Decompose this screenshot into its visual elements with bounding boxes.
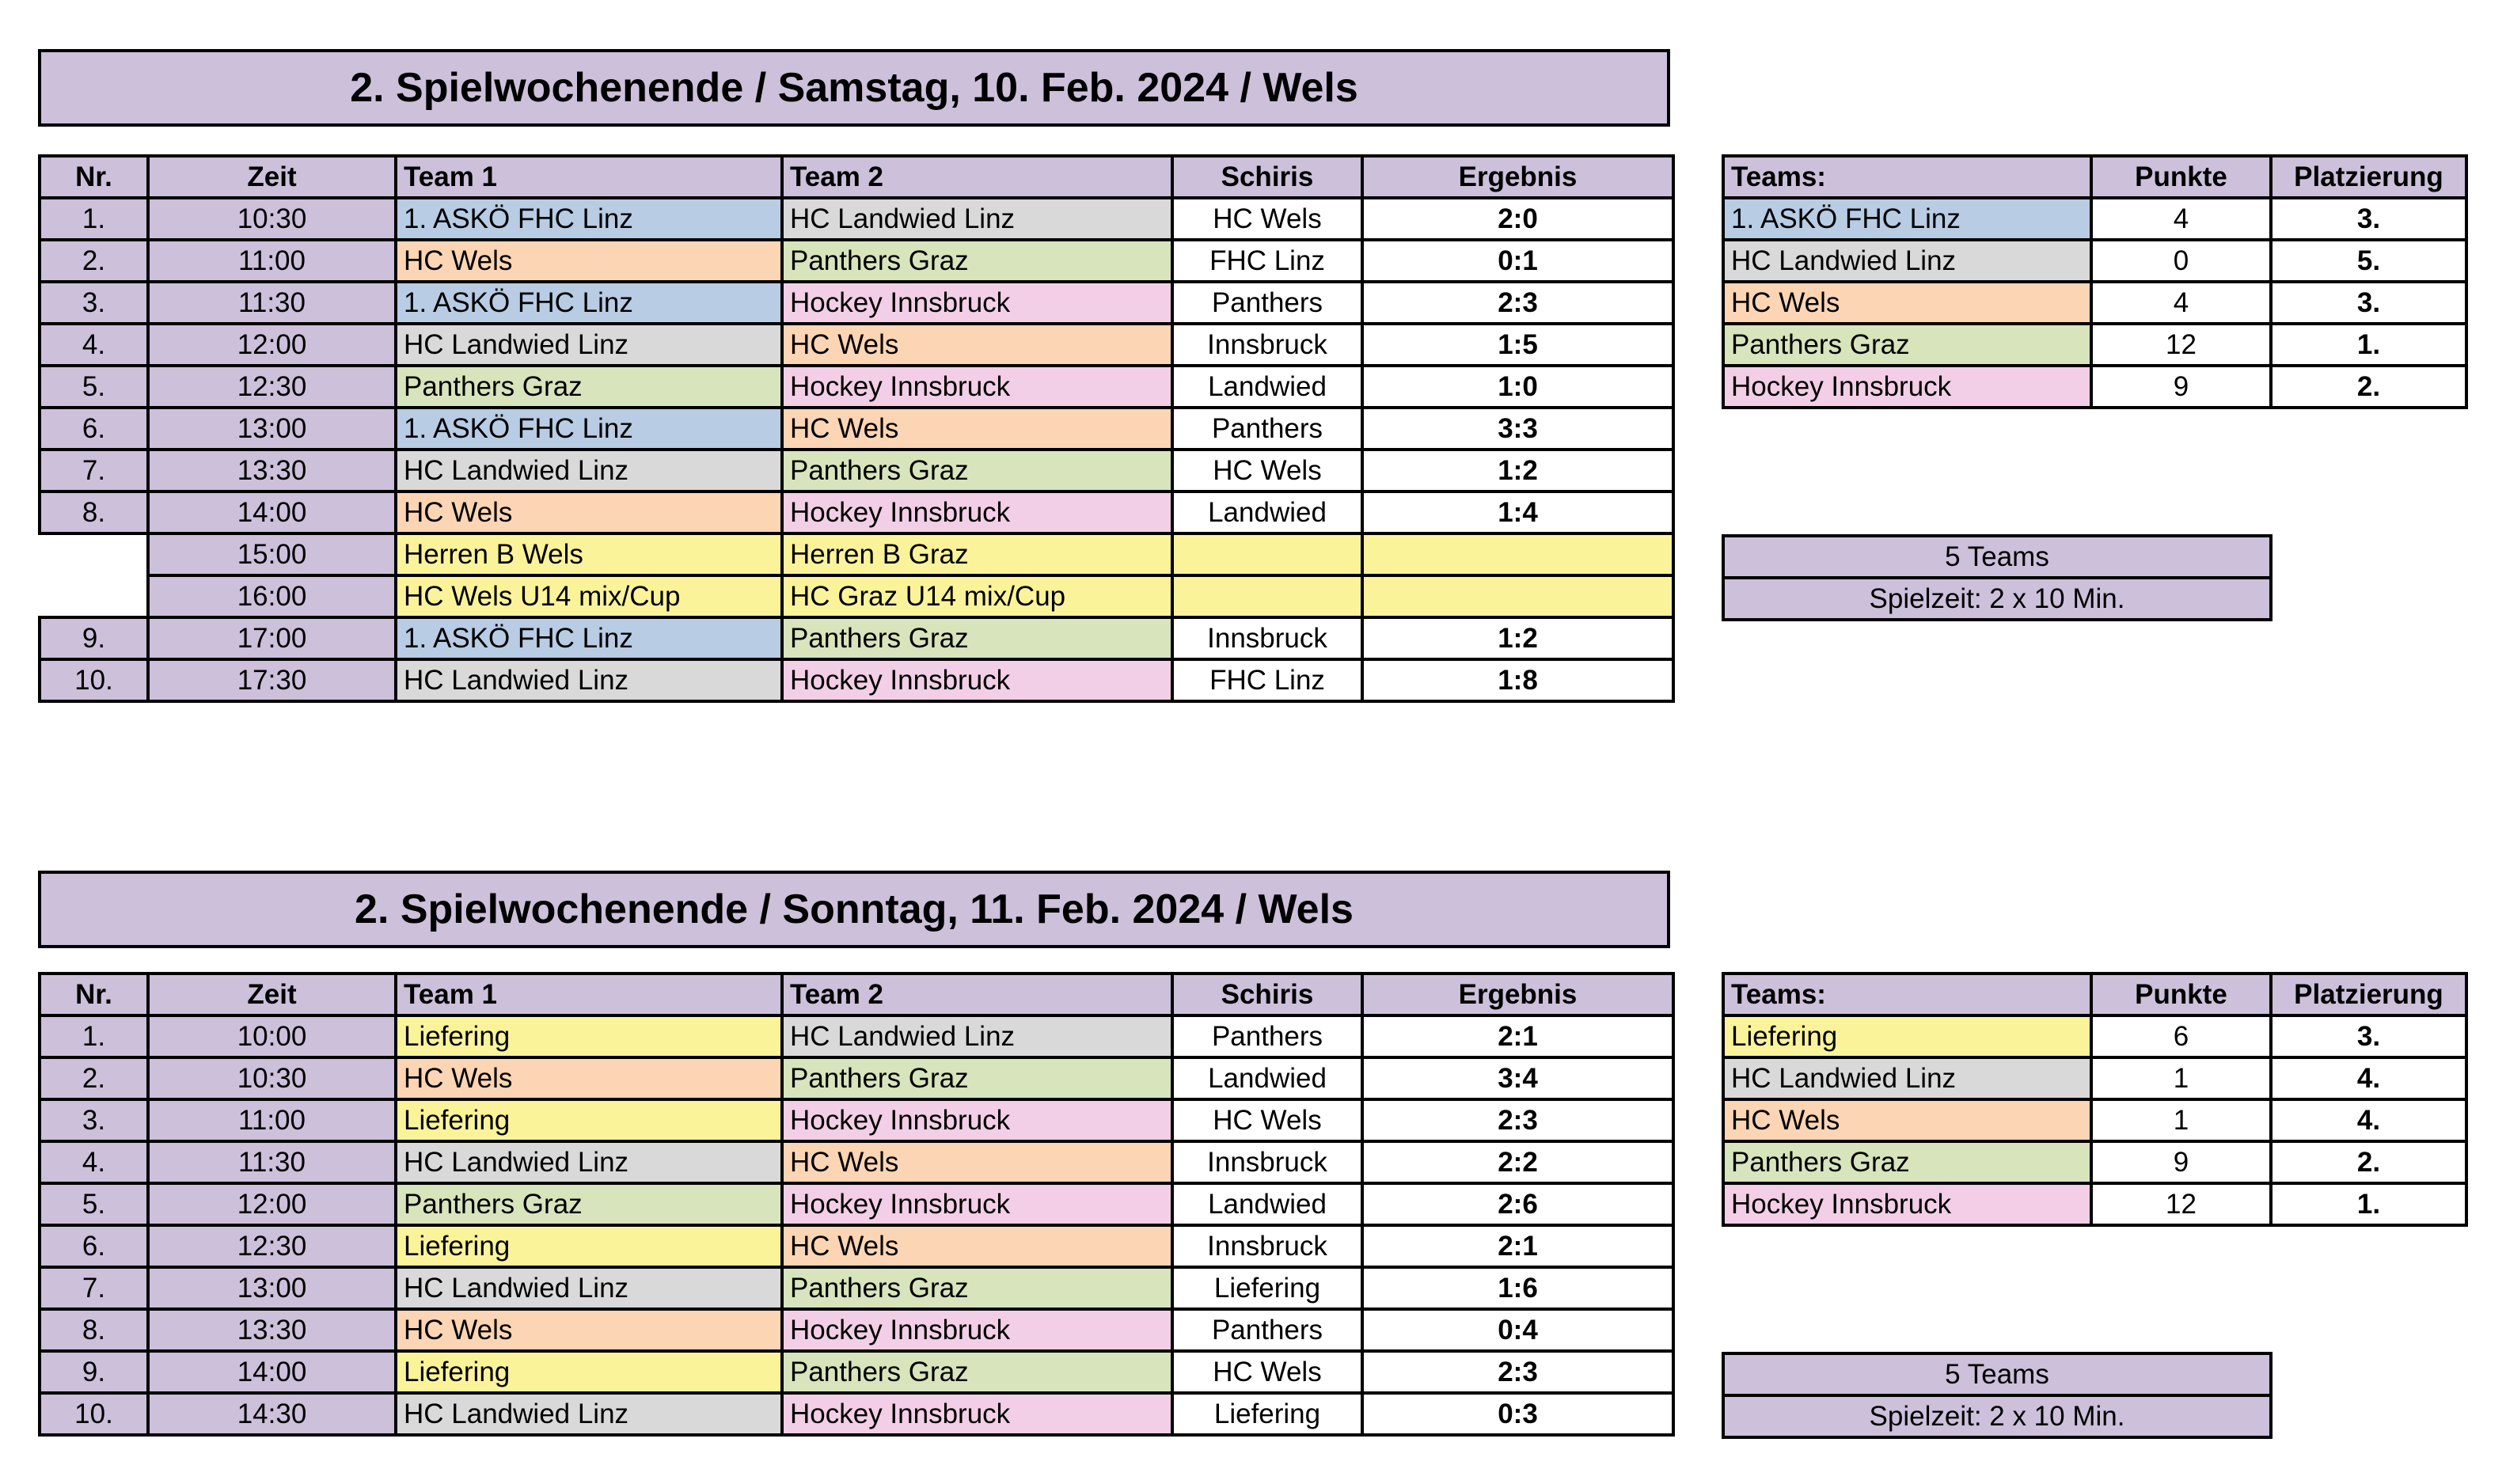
match-nr: 2. xyxy=(40,1057,148,1099)
match-nr: 9. xyxy=(40,1351,148,1393)
match-team1: Panthers Graz xyxy=(396,1183,782,1225)
standings-row xyxy=(1723,240,2466,282)
match-time: 14:00 xyxy=(148,1351,396,1393)
match-team1: HC Wels xyxy=(396,492,782,533)
match-team1: HC Landwied Linz xyxy=(396,324,782,366)
match-referees: HC Wels xyxy=(1172,450,1362,492)
match-result: 2:2 xyxy=(1362,1141,1673,1183)
match-referees: Innsbruck xyxy=(1172,1141,1362,1183)
match-team2: Panthers Graz xyxy=(782,1267,1172,1309)
match-team1: HC Landwied Linz xyxy=(396,450,782,492)
match-time: 11:30 xyxy=(148,1141,396,1183)
match-time: 12:30 xyxy=(148,1225,396,1267)
header-team1: Team 1 xyxy=(396,974,782,1015)
match-team2: Hockey Innsbruck xyxy=(782,282,1172,324)
match-team2: HC Landwied Linz xyxy=(782,198,1172,240)
standings-row xyxy=(1723,366,2466,408)
match-referees: Panthers xyxy=(1172,1015,1362,1057)
match-result xyxy=(1362,533,1673,575)
standings-team: HC Wels xyxy=(1723,1099,2091,1141)
match-team2: Hockey Innsbruck xyxy=(782,659,1172,701)
standings-rank: 2. xyxy=(2271,1141,2466,1183)
match-row xyxy=(40,1267,1673,1309)
match-team1: HC Landwied Linz xyxy=(396,1267,782,1309)
match-nr: 10. xyxy=(40,1393,148,1435)
match-row xyxy=(40,1057,1673,1099)
match-team1: 1. ASKÖ FHC Linz xyxy=(396,408,782,450)
match-time: 13:00 xyxy=(148,1267,396,1309)
standings-rank: 5. xyxy=(2271,240,2466,282)
match-nr: 7. xyxy=(40,1267,148,1309)
match-row xyxy=(40,492,1673,533)
match-team2: Panthers Graz xyxy=(782,617,1172,659)
match-team1: Liefering xyxy=(396,1099,782,1141)
match-team2: Hockey Innsbruck xyxy=(782,1309,1172,1351)
header-punkte: Punkte xyxy=(2091,156,2271,198)
match-row xyxy=(40,575,1673,617)
match-team2: HC Wels xyxy=(782,1141,1172,1183)
match-team2: Herren B Graz xyxy=(782,533,1172,575)
match-row xyxy=(40,1351,1673,1393)
match-referees: Innsbruck xyxy=(1172,324,1362,366)
standings-rank: 4. xyxy=(2271,1099,2466,1141)
match-result: 0:1 xyxy=(1362,240,1673,282)
match-row xyxy=(40,1015,1673,1057)
match-time: 10:30 xyxy=(148,1057,396,1099)
schedule-header-row xyxy=(40,156,1673,198)
match-referees: Liefering xyxy=(1172,1393,1362,1435)
match-time: 12:30 xyxy=(148,366,396,408)
header-ergebnis: Ergebnis xyxy=(1362,974,1673,1015)
standings-rank: 3. xyxy=(2271,198,2466,240)
standings-points: 9 xyxy=(2091,1141,2271,1183)
match-referees: Landwied xyxy=(1172,366,1362,408)
match-row xyxy=(40,324,1673,366)
match-result: 2:3 xyxy=(1362,1351,1673,1393)
match-team2: HC Wels xyxy=(782,408,1172,450)
match-team2: Hockey Innsbruck xyxy=(782,1393,1172,1435)
header-punkte: Punkte xyxy=(2091,974,2271,1015)
header-nr: Nr. xyxy=(40,156,148,198)
match-time: 15:00 xyxy=(148,533,396,575)
match-result: 2:1 xyxy=(1362,1225,1673,1267)
match-referees: FHC Linz xyxy=(1172,659,1362,701)
match-result: 1:2 xyxy=(1362,450,1673,492)
saturday-info-box xyxy=(1722,534,2272,621)
standings-row xyxy=(1723,282,2466,324)
sunday-title: 2. Spielwochenende / Sonntag, 11. Feb. 2024 / Wels xyxy=(38,871,1670,948)
match-referees: HC Wels xyxy=(1172,198,1362,240)
match-referees: HC Wels xyxy=(1172,1099,1362,1141)
match-team1: HC Landwied Linz xyxy=(396,659,782,701)
header-nr: Nr. xyxy=(40,974,148,1015)
sunday-standings-body xyxy=(1723,1015,2466,1225)
match-time: 10:00 xyxy=(148,1015,396,1057)
header-schiris: Schiris xyxy=(1172,974,1362,1015)
schedule-header-row xyxy=(40,974,1673,1015)
match-time: 13:00 xyxy=(148,408,396,450)
match-row xyxy=(40,1099,1673,1141)
match-row xyxy=(40,1309,1673,1351)
match-result: 1:5 xyxy=(1362,324,1673,366)
match-time: 14:30 xyxy=(148,1393,396,1435)
match-time: 13:30 xyxy=(148,450,396,492)
match-team1: HC Wels U14 mix/Cup xyxy=(396,575,782,617)
standings-rank: 4. xyxy=(2271,1057,2466,1099)
standings-team: Hockey Innsbruck xyxy=(1723,1183,2091,1225)
match-team2: Hockey Innsbruck xyxy=(782,492,1172,533)
match-nr: 5. xyxy=(40,1183,148,1225)
match-time: 16:00 xyxy=(148,575,396,617)
header-schiris: Schiris xyxy=(1172,156,1362,198)
sunday-info-box xyxy=(1722,1352,2272,1439)
match-nr: 8. xyxy=(40,492,148,533)
match-team1: 1. ASKÖ FHC Linz xyxy=(396,198,782,240)
match-result: 2:3 xyxy=(1362,1099,1673,1141)
header-ergebnis: Ergebnis xyxy=(1362,156,1673,198)
saturday-standings-table xyxy=(1722,154,2468,409)
match-team1: Panthers Graz xyxy=(396,366,782,408)
header-team2: Team 2 xyxy=(782,974,1172,1015)
match-nr-empty xyxy=(40,575,148,617)
saturday-title: 2. Spielwochenende / Samstag, 10. Feb. 2024 / Wels xyxy=(38,49,1670,127)
match-team1: HC Wels xyxy=(396,1057,782,1099)
match-result xyxy=(1362,575,1673,617)
match-result: 2:6 xyxy=(1362,1183,1673,1225)
standings-points: 12 xyxy=(2091,324,2271,366)
match-nr: 5. xyxy=(40,366,148,408)
match-team2: Panthers Graz xyxy=(782,240,1172,282)
saturday-schedule-table xyxy=(38,154,1675,703)
standings-header-row xyxy=(1723,156,2466,198)
standings-points: 4 xyxy=(2091,282,2271,324)
header-team1: Team 1 xyxy=(396,156,782,198)
standings-team: Liefering xyxy=(1723,1015,2091,1057)
match-team1: Liefering xyxy=(396,1015,782,1057)
match-row xyxy=(40,533,1673,575)
match-row xyxy=(40,408,1673,450)
match-row xyxy=(40,659,1673,701)
match-nr: 3. xyxy=(40,1099,148,1141)
header-zeit: Zeit xyxy=(148,974,396,1015)
saturday-schedule-body xyxy=(40,198,1673,701)
match-time: 11:30 xyxy=(148,282,396,324)
match-referees: Innsbruck xyxy=(1172,1225,1362,1267)
match-team2: Panthers Graz xyxy=(782,1351,1172,1393)
standings-row xyxy=(1723,198,2466,240)
match-referees: Innsbruck xyxy=(1172,617,1362,659)
match-nr: 8. xyxy=(40,1309,148,1351)
match-result: 3:3 xyxy=(1362,408,1673,450)
match-team2: Panthers Graz xyxy=(782,450,1172,492)
standings-points: 0 xyxy=(2091,240,2271,282)
match-row xyxy=(40,240,1673,282)
standings-team: HC Landwied Linz xyxy=(1723,240,2091,282)
match-result: 1:2 xyxy=(1362,617,1673,659)
match-nr: 1. xyxy=(40,198,148,240)
match-referees: Landwied xyxy=(1172,1183,1362,1225)
match-team1: HC Landwied Linz xyxy=(396,1141,782,1183)
header-teams: Teams: xyxy=(1723,974,2091,1015)
header-platzierung: Platzierung xyxy=(2271,156,2466,198)
match-team1: 1. ASKÖ FHC Linz xyxy=(396,617,782,659)
match-result: 2:0 xyxy=(1362,198,1673,240)
standings-row xyxy=(1723,1099,2466,1141)
standings-team: Panthers Graz xyxy=(1723,1141,2091,1183)
standings-points: 1 xyxy=(2091,1057,2271,1099)
match-row xyxy=(40,450,1673,492)
match-referees xyxy=(1172,533,1362,575)
match-referees xyxy=(1172,575,1362,617)
match-result: 1:6 xyxy=(1362,1267,1673,1309)
standings-points: 6 xyxy=(2091,1015,2271,1057)
match-time: 17:00 xyxy=(148,617,396,659)
match-team1: Liefering xyxy=(396,1225,782,1267)
standings-team: 1. ASKÖ FHC Linz xyxy=(1723,198,2091,240)
match-team2: Panthers Graz xyxy=(782,1057,1172,1099)
match-team1: Liefering xyxy=(396,1351,782,1393)
match-nr: 6. xyxy=(40,408,148,450)
match-row xyxy=(40,1141,1673,1183)
match-row xyxy=(40,198,1673,240)
match-nr: 7. xyxy=(40,450,148,492)
header-platzierung: Platzierung xyxy=(2271,974,2466,1015)
match-nr: 4. xyxy=(40,1141,148,1183)
match-time: 13:30 xyxy=(148,1309,396,1351)
match-nr: 1. xyxy=(40,1015,148,1057)
match-team1: HC Landwied Linz xyxy=(396,1393,782,1435)
match-nr: 3. xyxy=(40,282,148,324)
standings-points: 4 xyxy=(2091,198,2271,240)
sunday-standings-table xyxy=(1722,972,2468,1227)
match-referees: Panthers xyxy=(1172,1309,1362,1351)
header-team2: Team 2 xyxy=(782,156,1172,198)
standings-team: HC Wels xyxy=(1723,282,2091,324)
match-row xyxy=(40,1225,1673,1267)
match-team2: Hockey Innsbruck xyxy=(782,1183,1172,1225)
match-team1: HC Wels xyxy=(396,1309,782,1351)
info-teams-count: 5 Teams xyxy=(1723,536,2271,578)
standings-team: HC Landwied Linz xyxy=(1723,1057,2091,1099)
match-result: 1:0 xyxy=(1362,366,1673,408)
sunday-schedule-body xyxy=(40,1015,1673,1435)
match-result: 3:4 xyxy=(1362,1057,1673,1099)
match-referees: Landwied xyxy=(1172,492,1362,533)
match-referees: FHC Linz xyxy=(1172,240,1362,282)
match-team2: HC Wels xyxy=(782,324,1172,366)
match-team2: Hockey Innsbruck xyxy=(782,1099,1172,1141)
match-referees: Liefering xyxy=(1172,1267,1362,1309)
match-referees: HC Wels xyxy=(1172,1351,1362,1393)
standings-row xyxy=(1723,1057,2466,1099)
match-team2: Hockey Innsbruck xyxy=(782,366,1172,408)
match-time: 11:00 xyxy=(148,240,396,282)
match-team2: HC Wels xyxy=(782,1225,1172,1267)
match-referees: Panthers xyxy=(1172,408,1362,450)
match-time: 12:00 xyxy=(148,324,396,366)
standings-rank: 1. xyxy=(2271,1183,2466,1225)
match-time: 10:30 xyxy=(148,198,396,240)
match-nr: 6. xyxy=(40,1225,148,1267)
standings-points: 9 xyxy=(2091,366,2271,408)
standings-row xyxy=(1723,324,2466,366)
match-nr-empty xyxy=(40,533,148,575)
match-nr: 10. xyxy=(40,659,148,701)
standings-rank: 2. xyxy=(2271,366,2466,408)
match-row xyxy=(40,1183,1673,1225)
match-result: 0:4 xyxy=(1362,1309,1673,1351)
header-teams: Teams: xyxy=(1723,156,2091,198)
standings-rank: 3. xyxy=(2271,282,2466,324)
standings-row xyxy=(1723,1141,2466,1183)
match-team1: Herren B Wels xyxy=(396,533,782,575)
standings-rank: 1. xyxy=(2271,324,2466,366)
match-referees: Panthers xyxy=(1172,282,1362,324)
saturday-standings-body xyxy=(1723,198,2466,408)
match-time: 11:00 xyxy=(148,1099,396,1141)
standings-points: 12 xyxy=(2091,1183,2271,1225)
match-team1: HC Wels xyxy=(396,240,782,282)
standings-team: Hockey Innsbruck xyxy=(1723,366,2091,408)
match-time: 12:00 xyxy=(148,1183,396,1225)
match-row xyxy=(40,366,1673,408)
standings-row xyxy=(1723,1015,2466,1057)
standings-row xyxy=(1723,1183,2466,1225)
match-time: 17:30 xyxy=(148,659,396,701)
match-team1: 1. ASKÖ FHC Linz xyxy=(396,282,782,324)
standings-rank: 3. xyxy=(2271,1015,2466,1057)
match-referees: Landwied xyxy=(1172,1057,1362,1099)
standings-header-row xyxy=(1723,974,2466,1015)
match-result: 1:4 xyxy=(1362,492,1673,533)
info-teams-count: 5 Teams xyxy=(1723,1353,2271,1395)
match-team2: HC Graz U14 mix/Cup xyxy=(782,575,1172,617)
info-spielzeit: Spielzeit: 2 x 10 Min. xyxy=(1723,578,2271,620)
match-nr: 2. xyxy=(40,240,148,282)
match-row xyxy=(40,1393,1673,1435)
match-result: 2:3 xyxy=(1362,282,1673,324)
match-result: 1:8 xyxy=(1362,659,1673,701)
match-result: 0:3 xyxy=(1362,1393,1673,1435)
match-time: 14:00 xyxy=(148,492,396,533)
standings-team: Panthers Graz xyxy=(1723,324,2091,366)
match-team2: HC Landwied Linz xyxy=(782,1015,1172,1057)
sunday-schedule-table xyxy=(38,972,1675,1437)
match-nr: 4. xyxy=(40,324,148,366)
header-zeit: Zeit xyxy=(148,156,396,198)
match-result: 2:1 xyxy=(1362,1015,1673,1057)
match-row xyxy=(40,617,1673,659)
standings-points: 1 xyxy=(2091,1099,2271,1141)
match-row xyxy=(40,282,1673,324)
info-spielzeit: Spielzeit: 2 x 10 Min. xyxy=(1723,1395,2271,1437)
match-nr: 9. xyxy=(40,617,148,659)
